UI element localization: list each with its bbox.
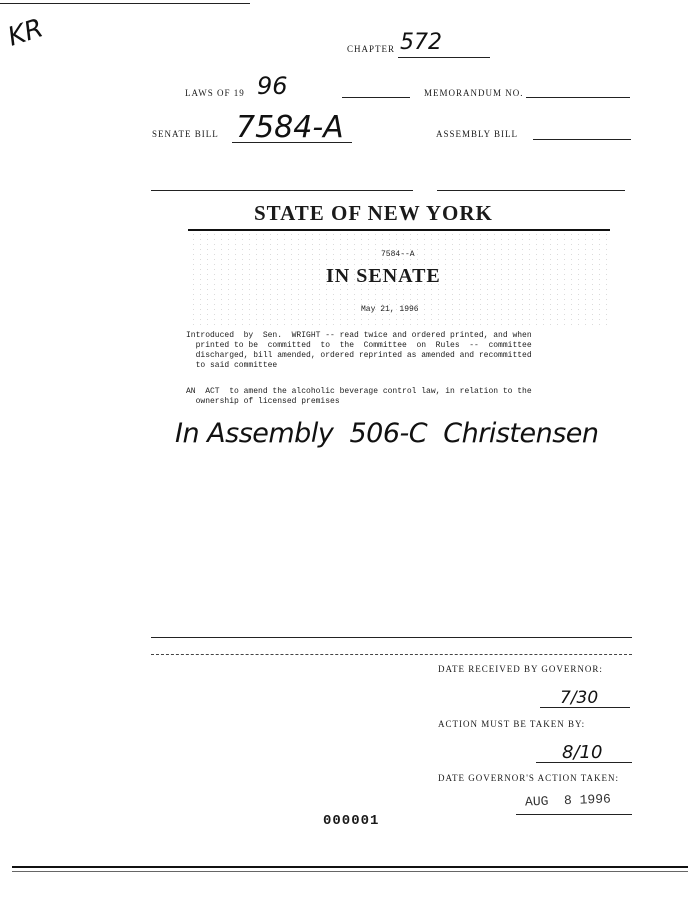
action-taken-line (516, 814, 632, 815)
senate-bill-value: 7584-A (236, 110, 344, 145)
laws-label: LAWS OF 19 (185, 88, 245, 98)
introduced-line: printed to be committed to the Committee on Rules -- committee (186, 341, 532, 350)
chamber-heading: IN SENATE (326, 265, 441, 287)
bill-number: 7584--A (381, 250, 415, 259)
action-by-label: ACTION MUST BE TAKEN BY: (438, 719, 586, 729)
received-line (540, 707, 630, 708)
laws-year: 96 (257, 72, 288, 100)
action-taken-label: DATE GOVERNOR'S ACTION TAKEN: (438, 773, 619, 783)
memorandum-line (526, 97, 630, 98)
handwritten-assembly-note: In Assembly 506-C Christensen (175, 418, 599, 449)
laws-blank-line (342, 97, 410, 98)
bottom-rule-thin (12, 871, 688, 872)
section-rule-right (437, 190, 625, 191)
heading-rule (188, 229, 610, 231)
action-taken-stamp: AUG 8 1996 (524, 791, 612, 810)
introduced-line: Introduced by Sen. WRIGHT -- read twice and ordered printed, and when (186, 331, 532, 340)
introduced-date: May 21, 1996 (361, 305, 419, 314)
act-line: AN ACT to amend the alcoholic beverage control law, in relation to the (186, 387, 532, 396)
received-value: 7/30 (560, 688, 599, 708)
senate-bill-underline (232, 142, 352, 143)
action-by-value: 8/10 (562, 742, 603, 763)
introduced-paragraph (186, 331, 616, 371)
section-rule-left (151, 190, 413, 191)
lower-rule-1 (151, 637, 632, 638)
chapter-underline (398, 57, 490, 58)
lower-rule-2 (151, 654, 632, 655)
senate-bill-label: SENATE BILL (152, 129, 219, 139)
chapter-label: CHAPTER (347, 44, 396, 54)
state-heading: STATE OF NEW YORK (254, 201, 493, 225)
page-number: 000001 (323, 813, 380, 829)
assembly-bill-label: ASSEMBLY BILL (436, 129, 519, 139)
introduced-line: discharged, bill amended, ordered reprinted as amended and recommitted (186, 351, 532, 360)
bottom-rule (12, 866, 688, 868)
introduced-line: to said committee (186, 361, 278, 370)
memorandum-label: MEMORANDUM NO. (424, 88, 524, 98)
received-label: DATE RECEIVED BY GOVERNOR: (438, 664, 603, 674)
assembly-bill-line (533, 139, 631, 140)
chapter-value: 572 (400, 30, 442, 55)
corner-initials: KR (4, 13, 47, 53)
top-rule (0, 3, 250, 4)
action-by-line (536, 762, 632, 763)
act-paragraph (186, 387, 616, 407)
act-line: ownership of licensed premises (186, 397, 340, 406)
